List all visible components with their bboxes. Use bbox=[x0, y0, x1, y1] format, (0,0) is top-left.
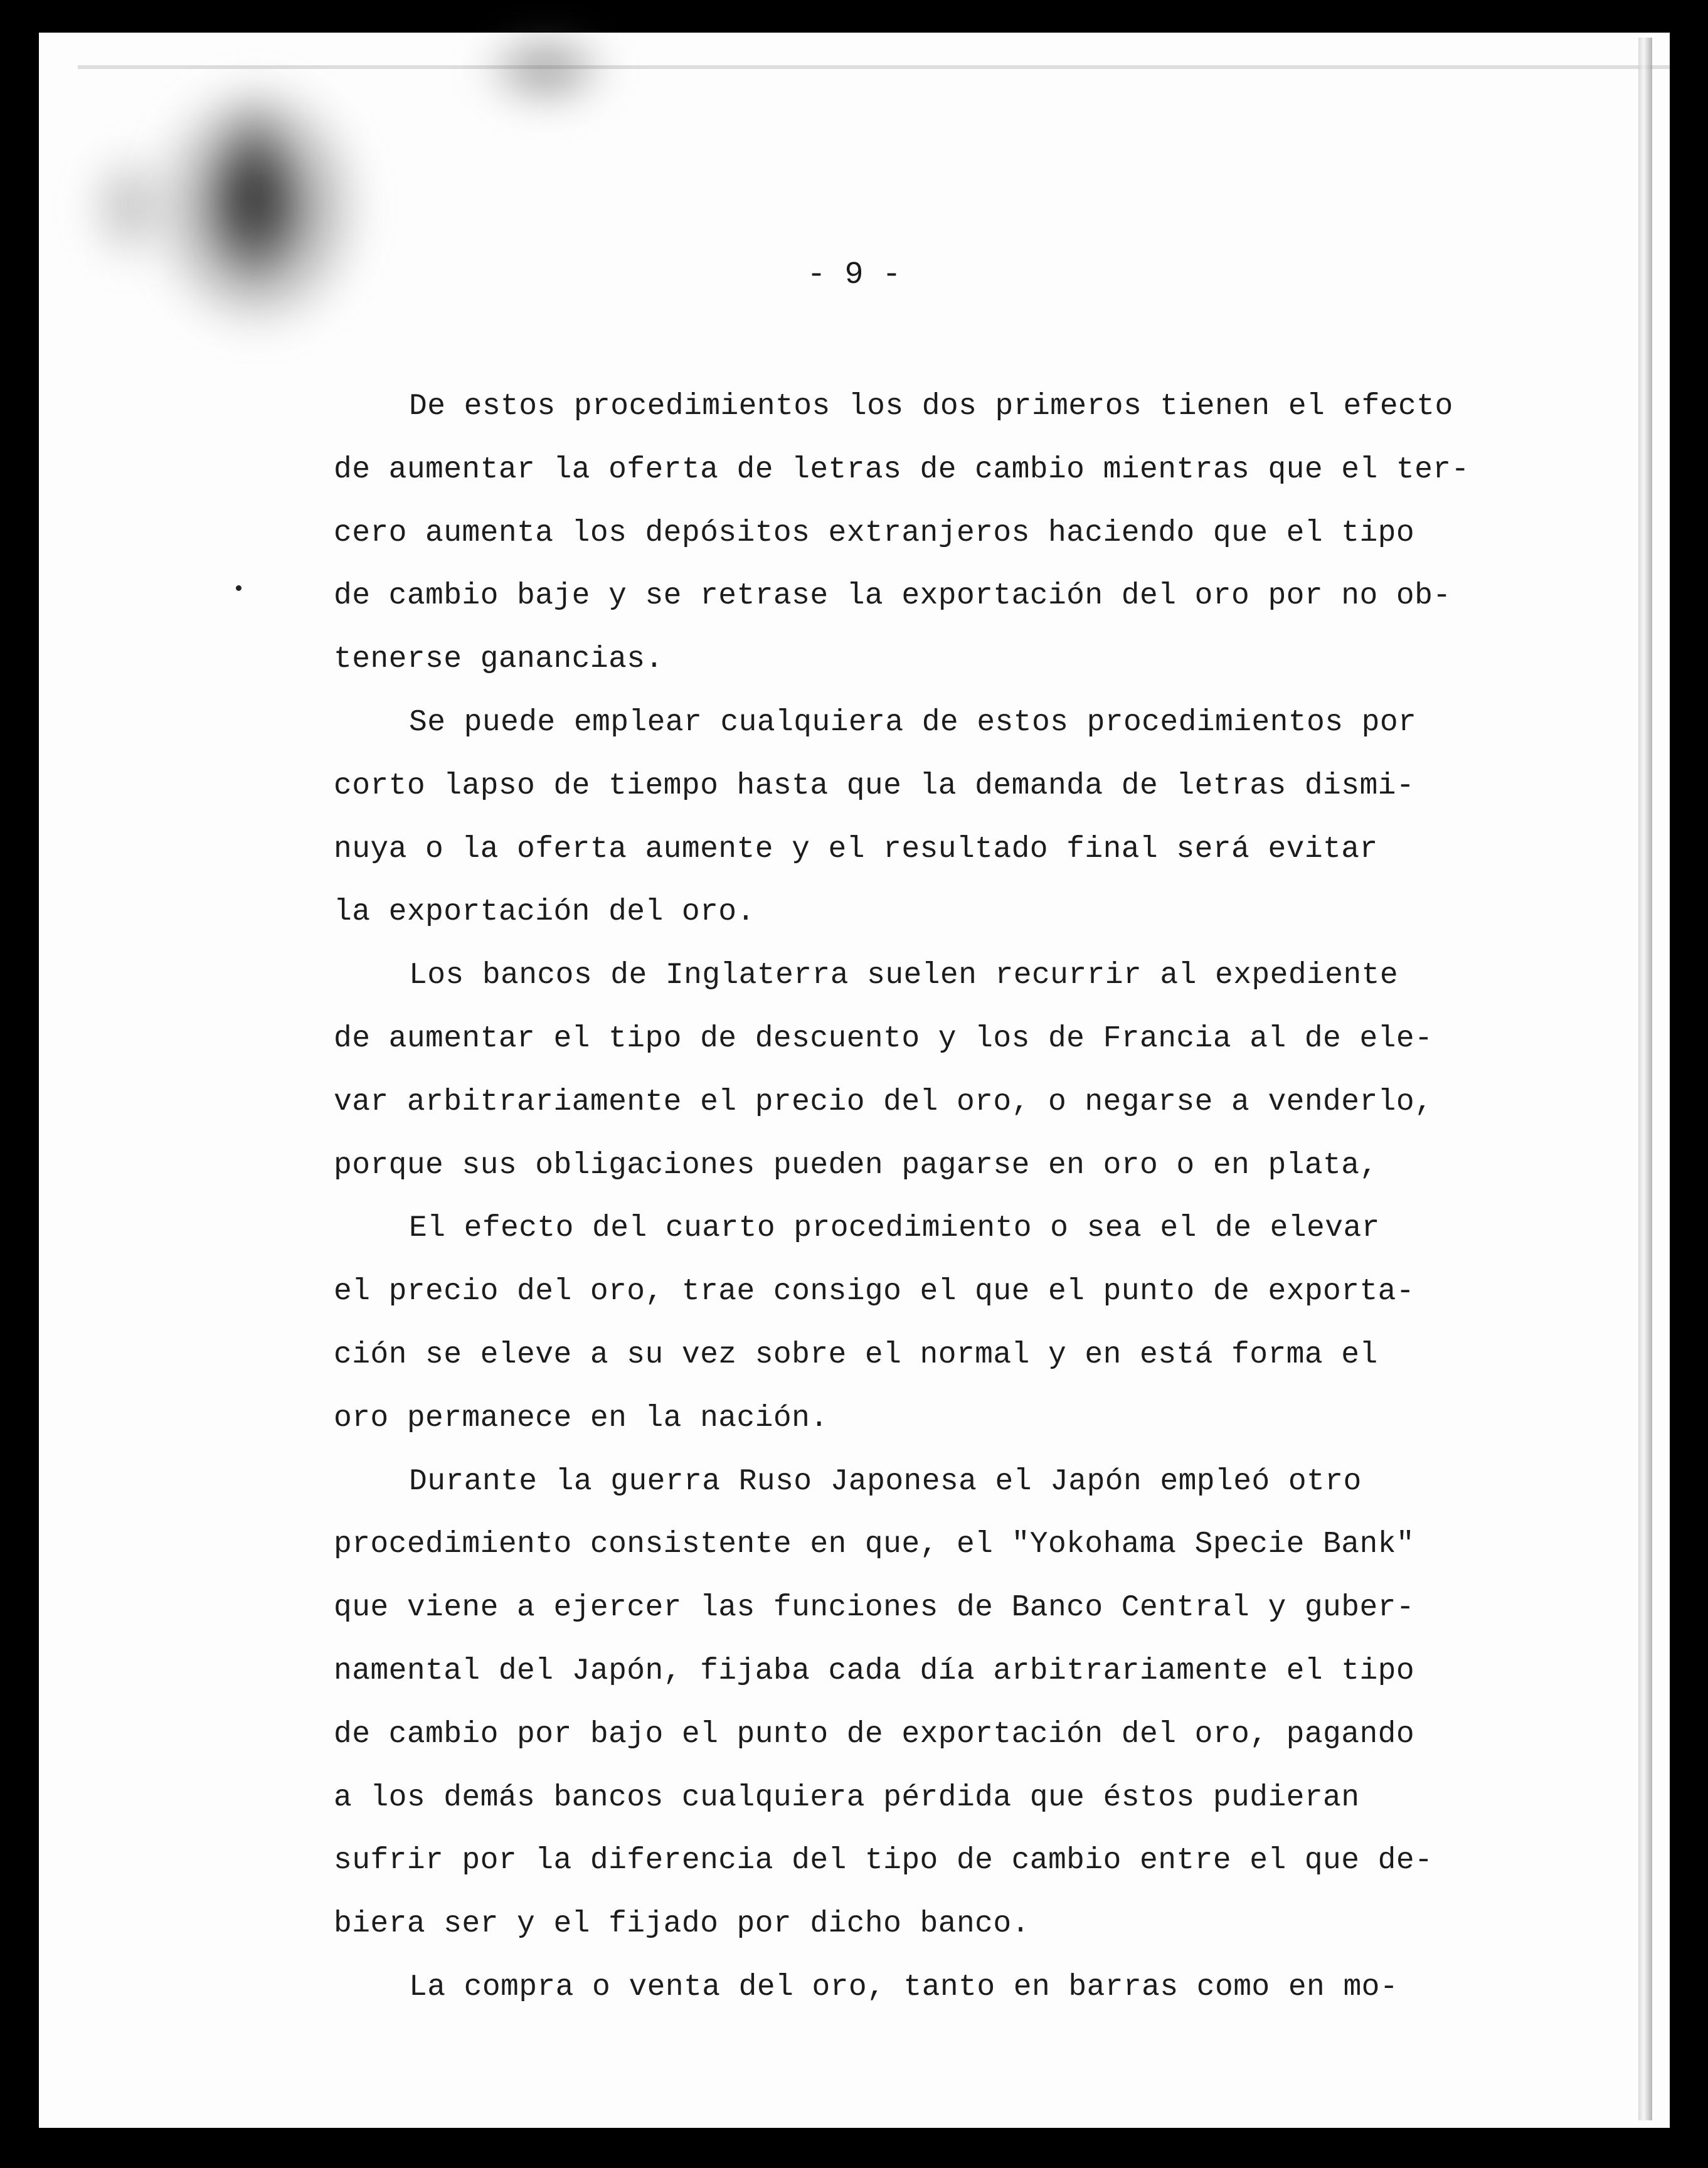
text-line: el precio del oro, trae consigo el que el punto de exporta- bbox=[334, 1275, 1415, 1309]
text-line: la exportación del oro. bbox=[334, 895, 755, 930]
text-line: oro permanece en la nación. bbox=[334, 1401, 829, 1435]
text-line: procedimiento consistente en que, el "Yokohama Specie Bank" bbox=[334, 1528, 1415, 1562]
paragraph bbox=[334, 1956, 1525, 2019]
text-line: ción se eleve a su vez sobre el normal y en está forma el bbox=[334, 1337, 1378, 1372]
text-line: corto lapso de tiempo hasta que la demanda de letras dismi- bbox=[334, 768, 1415, 803]
text-line: de aumentar el tipo de descuento y los de Francia al de ele- bbox=[334, 1021, 1433, 1056]
text-line: nuya o la oferta aumente y el resultado final será evitar bbox=[334, 832, 1378, 866]
page-top-edge bbox=[78, 65, 1670, 69]
text-line: sufrir por la diferencia del tipo de cambio entre el que de- bbox=[334, 1844, 1433, 1878]
text-line: var arbitrariamente el precio del oro, o negarse a venderlo, bbox=[334, 1085, 1433, 1119]
text-line: El efecto del cuarto procedimiento o sea el de elevar bbox=[409, 1211, 1380, 1246]
paragraph bbox=[334, 375, 1525, 691]
text-line: a los demás bancos cualquiera pérdida que éstos pudieran bbox=[334, 1780, 1360, 1815]
text-line: porque sus obligaciones pueden pagarse en oro o en plata, bbox=[334, 1148, 1378, 1182]
text-line: Durante la guerra Ruso Japonesa el Japón empleó otro bbox=[409, 1464, 1362, 1499]
text-line: cero aumenta los depósitos extranjeros haciendo que el tipo bbox=[334, 516, 1415, 550]
paragraph bbox=[334, 944, 1525, 1197]
text-line: de cambio por bajo el punto de exportación del oro, pagando bbox=[334, 1717, 1415, 1751]
text-line: Se puede emplear cualquiera de estos procedimientos por bbox=[409, 705, 1417, 740]
paragraph bbox=[334, 1450, 1525, 1956]
page-right-edge bbox=[1638, 38, 1652, 2120]
text-line: De estos procedimientos los dos primeros tienen el efecto bbox=[409, 390, 1453, 423]
text-line: biera ser y el fijado por dicho banco. bbox=[334, 1907, 1030, 1942]
text-line: de cambio baje y se retrase la exportación del oro por no ob- bbox=[334, 579, 1451, 614]
text-line: Los bancos de Inglaterra suelen recurrir al expediente bbox=[409, 959, 1399, 993]
document-body bbox=[334, 375, 1525, 2019]
text-line: namental del Japón, fijaba cada día arbitrariamente el tipo bbox=[334, 1654, 1415, 1688]
margin-dot bbox=[236, 585, 241, 591]
text-line: de aumentar la oferta de letras de cambio mientras que el ter- bbox=[334, 452, 1470, 487]
text-line: La compra o venta del oro, tanto en barras como en mo- bbox=[409, 1970, 1399, 2004]
page-number: - 9 - bbox=[807, 257, 901, 293]
paragraph bbox=[334, 1197, 1525, 1450]
paragraph bbox=[334, 691, 1525, 944]
text-line: que viene a ejercer las funciones de Banco Central y guber- bbox=[334, 1591, 1415, 1625]
text-line: tenerse ganancias. bbox=[334, 642, 664, 677]
